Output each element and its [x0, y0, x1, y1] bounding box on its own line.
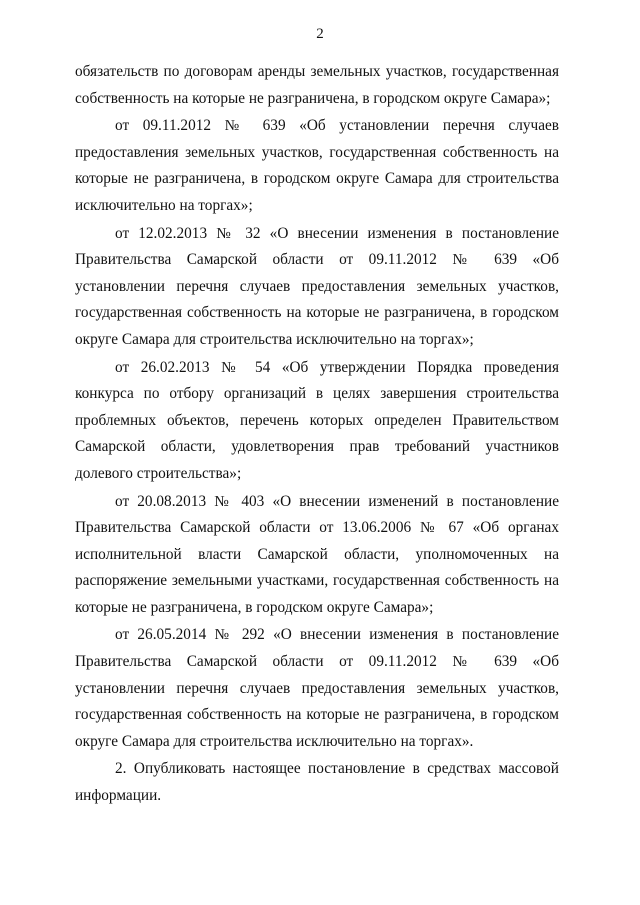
- paragraph-decree-54: от 26.02.2013 № 54 «Об утверждении Порядка проведения конкурса по отбору организаций в целях завершения строительства проблемных объектов, перечень которых определен Правительством Самарской области, удовлетворения прав требований участников долевого строительства»;: [75, 358, 559, 482]
- paragraph-decree-403: от 20.08.2013 № 403 «О внесении изменений в постановление Правительства Самарской области от 13.06.2006 № 67 «Об органах исполнительной власти Самарской области, уполномоченных на распоряжение земельными участками, государственная собственность на которые не разграничена, в городском округе Самара»;: [75, 492, 559, 616]
- paragraph-decree-639: от 09.11.2012 № 639 «Об установлении перечня случаев предоставления земельных участков, государственная собственность на которые не разграничена, в городском округе Самара для строительства исключительно на торгах»;: [75, 117, 559, 214]
- paragraph-publish-instruction: 2. Опубликовать настоящее постановление в средствах массовой информации.: [75, 760, 559, 805]
- paragraph-decree-292: от 26.05.2014 № 292 «О внесении изменения в постановление Правительства Самарской области от 09.11.2012 № 639 «Об установлении перечня случаев предоставления земельных участков, государственная собственность на которые не разграничена, в городском округе Самара для строительства исключительно на торгах».: [75, 626, 559, 750]
- document-body: [75, 59, 559, 810]
- paragraph-continuation: обязательств по договорам аренды земельных участков, государственная собственность на которые не разграничена, в городском округе Самара»;: [75, 63, 559, 107]
- paragraph-decree-32: от 12.02.2013 № 32 «О внесении изменения в постановление Правительства Самарской области от 09.11.2012 № 639 «Об установлении перечня случаев предоставления земельных участков, государственная собственность на которые не разграничена, в городском округе Самара для строительства исключительно на торгах»;: [75, 224, 559, 348]
- page-number: 2: [316, 26, 324, 42]
